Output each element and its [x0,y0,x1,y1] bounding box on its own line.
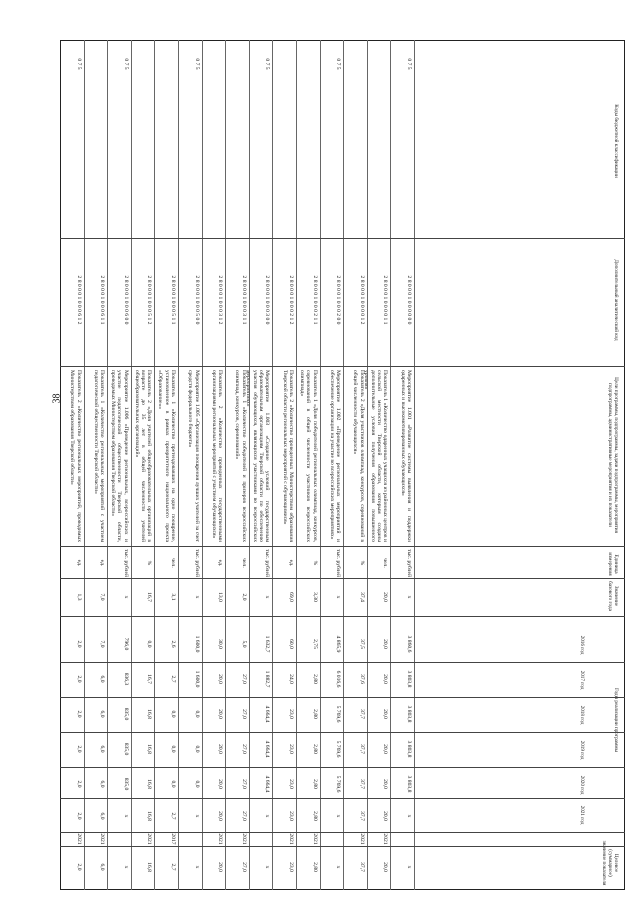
table-row [60,40,85,890]
year-value: 835,0 [122,707,129,721]
rotated-table-page [60,40,625,890]
table-row [363,40,392,890]
target-value: 2,7 [170,863,176,871]
year-value: 1 600,0 [193,635,200,653]
year-value: 2,0 [75,745,82,753]
year-value: 27,0 [240,744,247,754]
year-value: 20,0 [217,779,224,789]
row-description: Показатель 1 «Доля победителей региональных олимпиад, конкурсов, соревнований в общей численности участников всероссийских олимпиад» [298,370,318,542]
year-value: 16,8 [146,709,153,719]
year-value: 3 860,6 [406,635,412,653]
row-description: Мероприятие 1.006 «Проведение региональных, всероссийских и участие педагогической общественности Тверской области, проводимых Министерством образования Тверской области» [110,370,129,542]
year-value: 2,0 [75,675,82,683]
row-description: Мероприятие 1.003 «Создание условий государственным образовательным организациям Тверской области по обеспечению участия обучающихся, являющихся участниками во всероссийских мероприятиях» [245,370,271,542]
final-year: 2017 [170,833,176,845]
target-value: 2,0 [75,863,82,871]
additional-code: 2 8 0 0 0 1 0 0 0 0 1 1 [382,275,389,325]
year-value: 27,0 [240,709,247,719]
target-value: х [406,865,412,869]
table-row [202,40,227,890]
year-value: 2,80 [311,674,318,684]
base-value: 37,4 [358,592,365,602]
header-budget-codes: Коды бюджетной классификации [613,104,619,178]
final-year: 2021 [146,833,153,845]
row-description: Показатель 1 «Количество победителей и призеров всероссийских олимпиад, конкурсов, соревнований» [234,370,247,542]
grid-line [60,798,625,799]
year-value: 6,0 [99,745,106,753]
target-value: 2,80 [311,862,318,872]
year-value: 2,80 [311,709,318,719]
year-value: 27,0 [240,674,247,684]
header-target: Целевое (суммарное) значение показателя [601,840,619,886]
year-value: 0,0 [146,640,153,648]
target-value: 20,0 [217,862,224,872]
additional-code: 2 8 0 0 0 1 0 0 0 3 1 1 [240,275,247,325]
year-value: 24,0 [288,674,294,684]
year-value: 20,0 [382,674,389,684]
header-goal-column: Цели программы, подпрограммы, задачи подпрограммы, мероприятия подпрограммы, административные мероприятия и их показатели [607,377,619,533]
base-value: 16,7 [146,592,153,602]
year-value: 2,0 [75,710,82,718]
year-value: 2,80 [311,779,318,789]
year-value: 0,0 [193,710,200,718]
grid-line [60,662,625,663]
row-description: Показатель 2 «Количество региональных мероприятий, проводимых Министерством образования Тверской области» [69,370,82,542]
row-description: Мероприятие 1.005 «Организация поощрения лучших учителей за счет средств федерального бюджета» [187,370,200,542]
grid-line [60,832,625,833]
year-value: 0,0 [170,745,176,753]
year-value: 16,8 [146,744,153,754]
row-unit: чел. [382,558,389,568]
row-description: Показатель 2 «Доля учителей общеобразовательных организаций в возрасте до 35 лет в общей численности учителей общеобразовательных организаций» [133,370,153,542]
table-row [272,40,297,890]
base-value: 13,0 [217,592,224,602]
year-value: 3 803,8 [406,670,412,688]
year-value: 20,0 [382,779,389,789]
row-unit: ед. [217,559,224,567]
year-value: 27,0 [240,779,247,789]
year-value: 6,0 [99,780,106,788]
row-description: Показатель 1 «Количество региональных мероприятий с участием педагогической общественности Тверской области» [92,370,106,542]
base-value: х [193,595,200,599]
year-value: 37,6 [358,674,365,684]
table-row [390,40,415,890]
target-value: 6,0 [99,863,106,871]
final-year: 2021 [382,833,389,845]
year-value: 5,0 [240,640,247,648]
additional-code: 2 8 0 0 0 1 0 0 0 5 1 1 [170,275,176,325]
budget-code: 0 7 5 [264,58,271,70]
year-value: 2,0 [75,812,82,820]
additional-code: 2 8 0 0 0 1 0 0 0 3 0 0 [264,275,271,325]
year-value: 3 803,8 [406,740,412,758]
year-value: х [406,814,412,818]
row-description: Показатель 2 «Доля участников олимпиад, конкурсов, соревнований в общей численности обучающихся» [352,370,365,542]
year-value: 23,0 [288,811,294,821]
budget-code: 0 7 5 [193,58,200,70]
year-value: 20,0 [217,709,224,719]
year-value: 0,0 [170,710,176,718]
table-row [245,40,274,890]
final-year: 2021 [217,833,224,845]
table-row [178,40,203,890]
year-value: 5 769,6 [335,740,342,758]
target-value: 37,7 [358,862,365,872]
year-value: 2,75 [311,639,318,649]
additional-code: 2 8 0 0 0 1 0 0 0 5 0 0 [193,275,200,325]
grid-line [60,546,625,547]
year-value: 23,0 [288,744,294,754]
header-additional-code: Дополнительный аналитический код [613,259,619,341]
row-description: Показатель 1 «Количество претендовавших на одно поощрение, установленное в рамках приоритетного национального проекта «Образование»» [157,370,176,542]
year-value: 835,0 [122,777,129,791]
year-value: 37,7 [358,779,365,789]
year-value: 1 600,0 [193,670,200,688]
year-value: 6,0 [99,812,106,820]
header-base-year: Значение базового года [607,581,619,611]
year-value: 2,7 [170,812,176,820]
budget-code: 0 7 5 [75,58,82,70]
year-value: 5 769,6 [335,705,342,723]
year-value: 30,0 [217,639,224,649]
table-row [84,40,109,890]
additional-code: 2 8 0 0 0 1 0 0 0 6 0 0 [122,275,129,325]
table-row [107,40,132,890]
base-value: 3,1 [170,593,176,601]
row-unit: ед. [75,559,82,567]
row-description: Мероприятие 1.001 «Развитие системы выявления и поддержки одаренных и высокомотивированных обучающихся» [399,370,412,542]
header-year-2016: 2016 год [579,635,585,655]
final-year: 2021 [358,833,365,845]
year-value: 37,7 [358,709,365,719]
row-unit: % [358,560,365,566]
year-value: 5 769,6 [335,775,342,793]
year-value: 0,0 [170,780,176,788]
final-year: 2021 [99,833,106,845]
target-value: 20,0 [382,862,389,872]
row-unit: ед. [99,559,106,567]
base-value: 69,0 [288,592,294,602]
row-unit: тыс. рублей [406,549,412,577]
header-year-2020: 2020 год [579,775,585,795]
additional-code: 2 8 0 0 0 1 0 0 0 2 1 2 [288,275,294,325]
target-value: х [122,865,129,869]
base-value: 1,3 [75,593,82,601]
year-value: 20,0 [217,744,224,754]
year-value: 2,6 [170,640,176,648]
year-value: 3 803,8 [406,775,412,793]
table-row [225,40,250,890]
additional-code: 2 8 0 0 0 1 0 0 0 0 1 2 [358,275,365,325]
target-value: 16,8 [146,862,153,872]
page-number: 38 [51,393,63,404]
year-value: 20,0 [382,639,389,649]
final-year: 2021 [240,833,247,845]
target-value: 27,0 [240,862,247,872]
row-unit: ед. [288,559,294,567]
row-unit: чел. [240,558,247,568]
year-value: 16,8 [146,811,153,821]
table-row [320,40,345,890]
header-year-2021: 2021 год [579,805,585,825]
year-value: 2,80 [311,811,318,821]
base-value: х [406,595,412,599]
final-year: 2021 [288,833,294,845]
grid-line [60,616,625,617]
row-unit: тыс. рублей [193,549,200,577]
year-value: 37,5 [358,639,365,649]
final-year: 2021 [311,833,318,845]
base-value: 20,0 [382,592,389,602]
additional-code: 2 8 0 0 0 1 0 0 0 6 1 1 [99,275,106,325]
year-value: 37,7 [358,744,365,754]
target-value: х [335,865,342,869]
year-value: 20,0 [217,811,224,821]
grid-line [60,366,625,367]
header-year-2017: 2017 год [579,670,585,690]
row-unit: % [311,560,318,566]
year-value: 27,0 [240,811,247,821]
year-value: 0,0 [193,745,200,753]
row-unit: тыс. рублей [122,549,129,577]
additional-code: 2 8 0 0 0 1 0 0 0 0 0 0 [406,275,412,325]
grid-line [60,767,625,768]
target-value: 23,0 [288,862,294,872]
base-value: х [335,595,342,599]
year-value: 6,0 [99,675,106,683]
base-value: 3,30 [311,592,318,602]
additional-code: 2 8 0 0 0 1 0 0 0 2 1 1 [311,275,318,325]
year-value: 4 664,4 [264,775,271,793]
table-row [154,40,179,890]
year-value: 6 016,6 [335,670,342,688]
row-description: Показатель 1 «Количество одаренных учащихся из районных центров и сельской местности Тверской области, которым созданы дополнительные условия получения образования повышенного уровня» [363,370,389,542]
additional-code: 2 8 0 0 0 1 0 0 0 2 0 0 [335,275,342,325]
year-value: 23,0 [288,709,294,719]
base-value: 7,0 [99,593,106,601]
table-header [414,40,625,890]
year-value: 2,80 [311,744,318,754]
year-value: х [264,814,271,818]
year-value: х [122,814,129,818]
year-value: 23,0 [288,779,294,789]
year-value: 4 664,4 [264,740,271,758]
base-value: 2,0 [240,593,247,601]
budget-code: 0 7 5 [122,58,129,70]
header-years: Годы реализации программы [613,687,619,753]
budget-code: 0 7 5 [406,58,412,70]
row-unit: % [146,560,153,566]
year-value: 20,0 [382,744,389,754]
year-value: 0,0 [193,780,200,788]
row-description: Мероприятие 1.002 «Проведение региональных мероприятий и обеспечение организации на участие во всероссийских мероприятиях» [328,370,342,542]
row-description: Показатель 2 «Количество проведенных Министерством образования Тверской области региональных мероприятий с обучающимися» [281,370,294,542]
row-description: Показатель 2 «Количество проведенных государственными организациями региональных мероприятий с участием обучающихся» [210,370,224,542]
year-value: 2,7 [170,675,176,683]
additional-code: 2 8 0 0 0 1 0 0 0 3 1 2 [217,275,224,325]
table-row [296,40,321,890]
base-value: х [122,595,129,599]
year-value: 796,0 [122,637,129,651]
year-value: 60,0 [288,639,294,649]
table-row [131,40,156,890]
table-row [343,40,368,890]
row-unit: тыс. рублей [335,549,342,577]
header-year-2019: 2019 год [579,740,585,760]
grid-line [60,578,625,579]
budget-code: 0 7 5 [335,58,342,70]
row-unit: чел. [170,558,176,568]
target-value: х [193,865,200,869]
year-value: 7,0 [99,640,106,648]
year-value: 2,0 [75,640,82,648]
year-value: 1 632,7 [264,635,271,653]
grid-line [60,846,625,847]
year-value: 836,3 [122,672,129,686]
year-value: 835,0 [122,742,129,756]
row-unit: тыс. рублей [264,549,271,577]
grid-line [60,238,625,239]
grid-line [60,697,625,698]
year-value: 6,0 [99,710,106,718]
year-value: 1 882,7 [264,670,271,688]
additional-code: 2 8 0 0 0 1 0 0 0 5 1 2 [146,275,153,325]
year-value: 4 664,4 [264,705,271,723]
year-value: 4 865,9 [335,635,342,653]
year-value: 37,7 [358,811,365,821]
year-value: 20,0 [382,709,389,719]
year-value: 20,0 [217,674,224,684]
year-value: х [193,814,200,818]
grid-line [60,732,625,733]
header-unit: Единица измерения [607,552,619,576]
year-value: 2,0 [75,780,82,788]
final-year: 2021 [75,833,82,845]
header-year-2018: 2018 год [579,705,585,725]
additional-code: 2 8 0 0 0 1 0 0 0 6 1 2 [75,275,82,325]
year-value: 16,7 [146,674,153,684]
year-value: 16,8 [146,779,153,789]
year-value: 20,0 [382,811,389,821]
year-value: 3 803,8 [406,705,412,723]
year-value: х [335,814,342,818]
target-value: х [264,865,271,869]
base-value: х [264,595,271,599]
